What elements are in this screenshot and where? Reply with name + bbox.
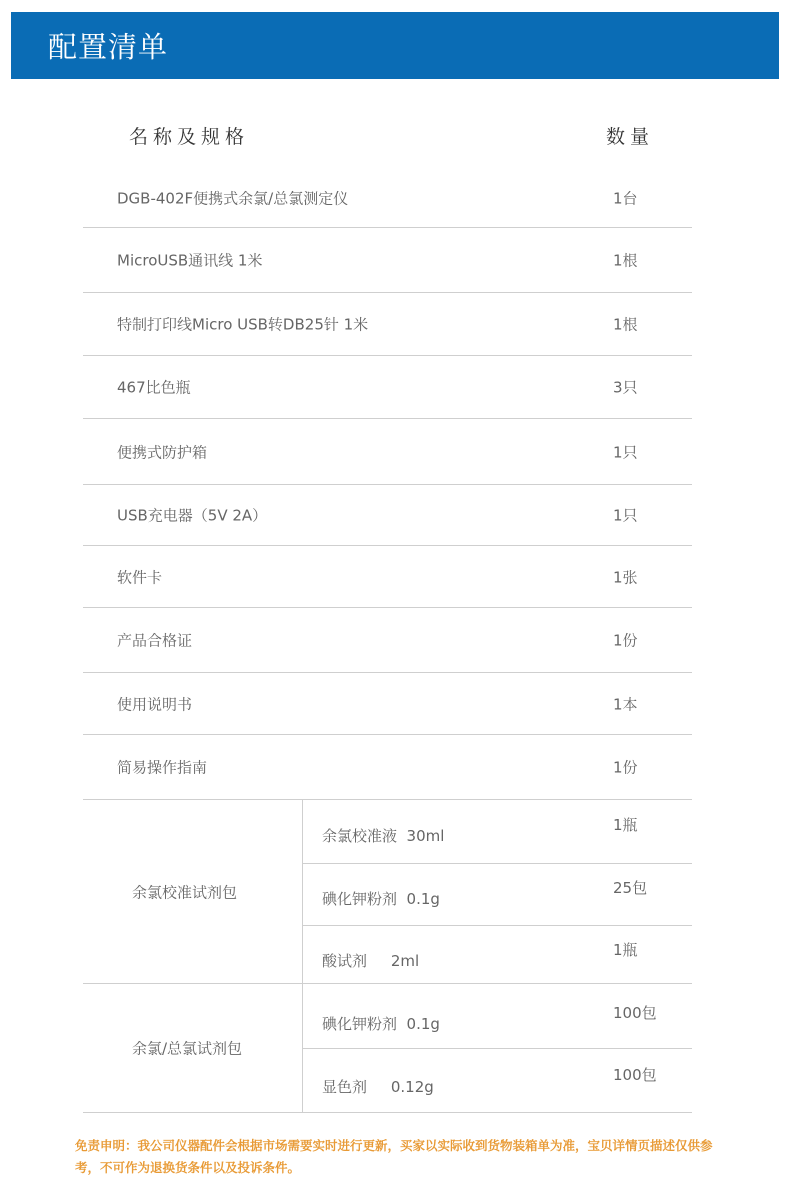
list-item [83,419,692,485]
sub-item-qty: 100包 [613,1004,657,1022]
item-name: 简易操作指南 [117,758,208,777]
item-qty: 1只 [613,443,638,461]
item-qty: 1张 [613,568,638,586]
group-name: 余氯校准试剂包 [132,883,238,901]
disclaimer-text: 免责申明：我公司仪器配件会根据市场需要实时进行更新，买家以实际收到货物装箱单为准，宝贝详情页描述仅供参考，不可作为退换货条件以及投诉条件。 [75,1138,713,1175]
column-header-name: 名称及规格 [129,126,250,148]
group-sub-item [302,864,692,926]
sub-item-qty: 1瓶 [613,941,638,959]
item-name: DGB-402F便携式余氯/总氯测定仪 [117,189,349,207]
sub-item-name: 酸试剂 2ml [322,952,420,970]
column-header-qty: 数量 [606,126,655,148]
reagent-group [83,984,692,1113]
group-sub-item [302,926,692,983]
list-item [83,168,692,228]
item-name: USB充电器（5V 2A） [117,506,268,525]
list-item [83,228,692,293]
reagent-group [83,800,692,984]
group-sub-item [302,984,692,1049]
sub-item-qty: 1瓶 [613,816,638,834]
item-qty: 1本 [613,695,638,713]
list-item [83,293,692,356]
list-item [83,673,692,735]
item-name: 特制打印线Micro USB转DB25针 1米 [117,315,369,334]
item-qty: 1份 [613,631,638,650]
group-name: 余氯/总氯试剂包 [132,1039,243,1058]
sub-item-name: 碘化钾粉剂 0.1g [322,890,440,908]
item-qty: 1份 [613,758,638,777]
item-name: 467比色瓶 [117,378,191,397]
item-qty: 1根 [613,315,638,334]
page-title: 配置清单 [48,30,169,64]
item-name: 产品合格证 [117,631,193,650]
item-name: MicroUSB通讯线 1米 [117,251,263,270]
title-banner [11,12,779,79]
sub-item-name: 余氯校准液 30ml [322,827,445,845]
sub-item-name: 碘化钾粉剂 0.1g [322,1015,440,1033]
item-qty: 1台 [613,189,638,207]
item-qty: 3只 [613,378,638,397]
list-item [83,546,692,608]
list-item [83,608,692,673]
item-name: 便携式防护箱 [117,443,208,461]
sub-item-name: 显色剂 0.12g [322,1078,434,1096]
group-sub-item [302,800,692,864]
group-sub-item [302,1049,692,1112]
list-item [83,356,692,419]
list-item [83,735,692,800]
sub-item-qty: 25包 [613,879,648,897]
item-qty: 1只 [613,506,638,525]
item-name: 软件卡 [117,568,163,586]
sub-item-qty: 100包 [613,1066,657,1084]
item-qty: 1根 [613,251,638,270]
list-item [83,485,692,546]
item-name: 使用说明书 [117,695,193,713]
